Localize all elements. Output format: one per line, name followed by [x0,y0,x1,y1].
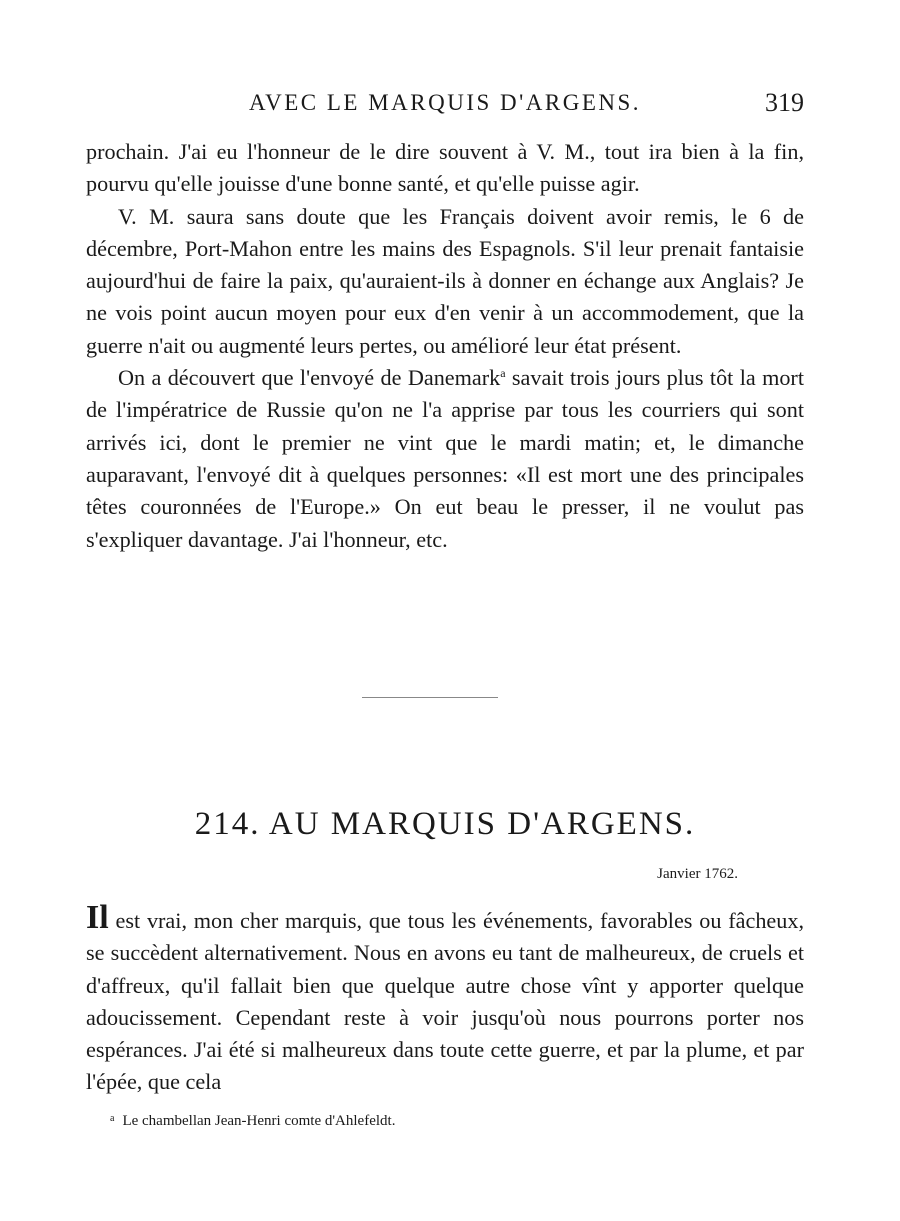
footnote-mark: a [110,1113,115,1124]
paragraph-2: V. M. saura sans doute que les Français doivent avoir remis, le 6 de décembre, Port-Mahon entre les mains des Espagnols. S'il leur prenait fantaisie aujourd'hui de faire la paix, qu'auraient-ils à donner en échange aux Anglais? Je ne vois point aucun moyen pour eux d'en venir à un accommodement, que la guerre n'ait ou augmenté leurs pertes, ou amélioré leur état présent. [86,203,804,358]
page-number: 319 [765,88,804,117]
paragraph-1: prochain. J'ai eu l'honneur de le dire souvent à V. M., tout ira bien à la fin, pourvu qu'elle jouisse d'une bonne santé, et qu'elle puisse agir. [86,139,804,197]
section-divider [362,697,498,698]
footnote [110,1113,395,1130]
running-title: AVEC LE MARQUIS D'ARGENS. [248,90,642,115]
letter-date: Janvier 1762. [657,866,738,882]
drop-cap: Il [86,899,109,936]
paragraph-3 [86,362,804,556]
paragraph-3-end: savait trois jours plus tôt la mort de l'impératrice de Russie qu'on ne l'a apprise par tous les courriers qui sont arrivés ici, dont le premier ne vint que le mardi matin; et, le dimanche auparavant, l'envoyé dit à quelques personnes: «Il est mort une des principales têtes couronnées de l'Europe.» On eut beau le presser, il ne voulut pas s'expliquer davantage. J'ai l'honneur, etc. [86,365,804,552]
letter-body [86,899,804,1099]
paragraph-3-start: On a découvert que l'envoyé de Danemark [118,365,501,391]
footnote-reference[interactable]: a [500,366,506,381]
letter-text: est vrai, mon cher marquis, que tous les événements, favorables ou fâcheux, se succèdent alternativement. Nous en avons eu tant de malheureux, de cruels et d'affreux, qu'il fallait bien que quelque autre chose vînt y apporter quelque adoucissement. Cependant reste à voir jusqu'où nous pourrons porter nos espérances. J'ai été si malheureux dans toute cette guerre, et par la plume, et par l'épée, que cela [86,908,804,1095]
footnote-text: Le chambellan Jean-Henri comte d'Ahlefeldt. [122,1113,396,1129]
letter-paragraph [86,899,804,1099]
running-head [86,88,804,120]
letter-continuation [86,136,804,556]
letter-heading: 214. AU MARQUIS D'ARGENS. [194,806,696,842]
